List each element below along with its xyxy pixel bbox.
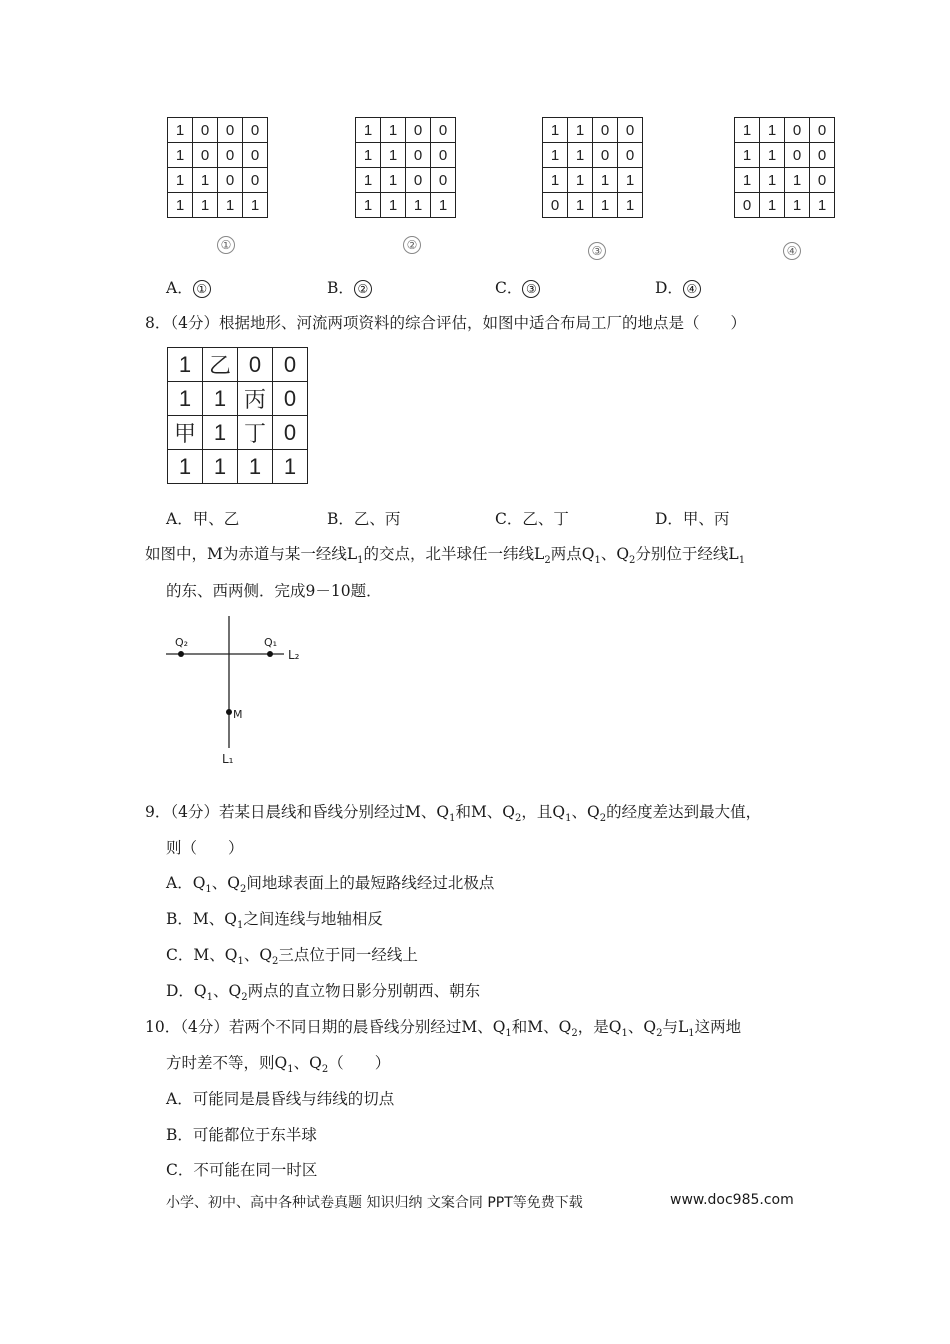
grid-cell: 0 xyxy=(618,143,643,168)
grid-cell: 1 xyxy=(356,193,381,218)
q8-grid-cell: 0 xyxy=(273,382,308,416)
q9-stem-line-2: 则（ ） xyxy=(166,839,244,857)
grid-row xyxy=(735,168,835,193)
grid-cell: 1 xyxy=(760,143,785,168)
grid-cell: 1 xyxy=(593,193,618,218)
q8-option-d[interactable]: D．甲、丙 xyxy=(655,510,730,528)
grid-cell: 1 xyxy=(356,168,381,193)
grid-cell: 0 xyxy=(810,118,835,143)
q10-option-c[interactable]: C．不可能在同一时区 xyxy=(166,1161,318,1179)
q10-stem-line-1: 10．（4分）若两个不同日期的晨昏线分别经过M、$Q_1$和M、$Q_2$，是$Q_1$、$Q_2$与$L_1$这两地 xyxy=(145,1018,742,1040)
grid-cell: 1 xyxy=(168,143,193,168)
q8-grid-cell: 1 xyxy=(238,450,273,484)
grid-cell: 1 xyxy=(431,193,456,218)
grid-label-4: ④ xyxy=(783,242,801,260)
grid-cell: 1 xyxy=(381,143,406,168)
grid-label-3: ③ xyxy=(588,242,606,260)
grid-cell: 1 xyxy=(193,168,218,193)
q8-grid-cell: 丙 xyxy=(238,382,273,416)
q7-option-a[interactable]: A． ① xyxy=(166,278,211,298)
grid-cell: 1 xyxy=(168,118,193,143)
grid-cell: 0 xyxy=(593,143,618,168)
q10-stem-line-2: 方时差不等，则$Q_1$、$Q_2$（ ） xyxy=(166,1054,391,1076)
grid-cell: 1 xyxy=(785,193,810,218)
q8-grid-cell: 1 xyxy=(168,382,203,416)
grid-3 xyxy=(542,117,643,218)
grid-cell: 1 xyxy=(543,168,568,193)
grid-1 xyxy=(167,117,268,218)
q8-grid-cell: 1 xyxy=(203,382,238,416)
grid-cell: 1 xyxy=(618,193,643,218)
q10-option-b[interactable]: B．可能都位于东半球 xyxy=(166,1126,317,1144)
grid-row xyxy=(168,193,268,218)
grid-cell: 1 xyxy=(381,168,406,193)
grid-cell: 0 xyxy=(735,193,760,218)
q8-grid-cell: 1 xyxy=(203,416,238,450)
q8-grid-cell: 丁 xyxy=(238,416,273,450)
grid-row xyxy=(735,143,835,168)
grid-cell: 1 xyxy=(593,168,618,193)
q8-grid-row xyxy=(168,416,308,450)
footer-text: 小学、初中、高中各种试卷真题 知识归纳 文案合同 PPT等免费下载 xyxy=(166,1195,583,1211)
grid-cell: 0 xyxy=(406,143,431,168)
q9-option-a[interactable]: A．$Q_1$、$Q_2$间地球表面上的最短路线经过北极点 xyxy=(166,874,495,896)
grid-label-1: ① xyxy=(217,236,235,254)
q8-grid-row xyxy=(168,450,308,484)
grid-cell: 1 xyxy=(568,118,593,143)
grid-cell: 1 xyxy=(785,168,810,193)
grid-cell: 0 xyxy=(810,168,835,193)
grid-cell: 1 xyxy=(356,143,381,168)
q7-option-b[interactable]: B． ② xyxy=(327,278,372,298)
grid-cell: 0 xyxy=(243,118,268,143)
q8-option-a[interactable]: A．甲、乙 xyxy=(166,510,240,528)
grid-cell: 1 xyxy=(568,168,593,193)
grid-cell: 0 xyxy=(406,168,431,193)
footer-link[interactable]: www.doc985.com xyxy=(670,1192,794,1208)
grid-cell: 0 xyxy=(785,118,810,143)
grid-cell: 1 xyxy=(568,143,593,168)
label-l1: L₁ xyxy=(222,752,234,766)
grid-row xyxy=(168,118,268,143)
meridian-figure xyxy=(160,612,320,772)
grid-row xyxy=(356,143,456,168)
q8-option-c[interactable]: C．乙、丁 xyxy=(495,510,569,528)
grid-cell: 0 xyxy=(593,118,618,143)
q9-stem-line-1: 9．（4分）若某日晨线和昏线分别经过M、$Q_1$和M、$Q_2$，且$Q_1$、$Q_2$的经度差达到最大值， xyxy=(145,803,762,825)
q8-grid-cell: 1 xyxy=(168,450,203,484)
grid-row xyxy=(543,168,643,193)
label-m: M xyxy=(233,708,243,721)
grid-cell: 1 xyxy=(618,168,643,193)
point-q2 xyxy=(178,651,184,657)
q8-grid-cell: 0 xyxy=(273,416,308,450)
grid-cell: 1 xyxy=(168,168,193,193)
grid-cell: 1 xyxy=(381,118,406,143)
q8-grid-cell: 乙 xyxy=(203,348,238,382)
grid-row xyxy=(356,168,456,193)
grid-cell: 1 xyxy=(543,143,568,168)
grid-row xyxy=(168,143,268,168)
intro-line-2: 的东、西两侧．完成9－10题． xyxy=(166,582,382,600)
label-l2: L₂ xyxy=(288,648,300,662)
grid-cell: 1 xyxy=(243,193,268,218)
point-q1 xyxy=(267,651,273,657)
point-m xyxy=(226,709,232,715)
grid-cell: 0 xyxy=(431,168,456,193)
grid-cell: 0 xyxy=(543,193,568,218)
grid-cell: 1 xyxy=(735,143,760,168)
grid-label-2: ② xyxy=(403,236,421,254)
intro-line-1: 如图中，M为赤道与某一经线$L_1$的交点，北半球任一纬线$L_2$两点$Q_1$、$Q_2$分别位于经线$L_1$ xyxy=(145,545,746,567)
grid-cell: 1 xyxy=(218,193,243,218)
q8-grid-cell: 0 xyxy=(238,348,273,382)
label-q1: Q₁ xyxy=(264,636,278,649)
grid-cell: 1 xyxy=(760,168,785,193)
grid-cell: 0 xyxy=(618,118,643,143)
grid-row xyxy=(168,168,268,193)
grid-cell: 1 xyxy=(810,193,835,218)
grid-cell: 0 xyxy=(193,118,218,143)
grid-cell: 0 xyxy=(218,168,243,193)
grid-cell: 0 xyxy=(810,143,835,168)
grid-row xyxy=(735,193,835,218)
grid-cell: 1 xyxy=(168,193,193,218)
grid-cell: 1 xyxy=(735,118,760,143)
grid-row xyxy=(543,143,643,168)
q9-option-d[interactable]: D．$Q_1$、$Q_2$两点的直立物日影分别朝西、朝东 xyxy=(166,982,481,1004)
grid-cell: 0 xyxy=(431,143,456,168)
q8-grid-cell: 0 xyxy=(273,348,308,382)
grid-cell: 1 xyxy=(406,193,431,218)
q9-option-c[interactable]: C．M、$Q_1$、$Q_2$三点位于同一经线上 xyxy=(166,946,418,968)
q7-option-c[interactable]: C． ③ xyxy=(495,278,540,298)
grid-cell: 1 xyxy=(568,193,593,218)
q8-grid-cell: 1 xyxy=(168,348,203,382)
grid-row xyxy=(543,193,643,218)
grid-row xyxy=(735,118,835,143)
q10-option-a[interactable]: A．可能同是晨昏线与纬线的切点 xyxy=(166,1090,395,1108)
grid-cell: 0 xyxy=(218,118,243,143)
grid-row xyxy=(356,118,456,143)
grid-cell: 0 xyxy=(785,143,810,168)
grid-cell: 1 xyxy=(543,118,568,143)
q8-stem: 8．（4分）根据地形、河流两项资料的综合评估，如图中适合布局工厂的地点是（ ） xyxy=(145,314,746,332)
q8-grid-row xyxy=(168,348,308,382)
q8-option-b[interactable]: B．乙、丙 xyxy=(327,510,401,528)
q8-grid-cell: 甲 xyxy=(168,416,203,450)
grid-4 xyxy=(734,117,835,218)
grid-cell: 0 xyxy=(243,168,268,193)
grid-cell: 1 xyxy=(193,193,218,218)
q8-grid-cell: 1 xyxy=(203,450,238,484)
grid-row xyxy=(543,118,643,143)
q8-grid xyxy=(167,347,308,484)
grid-cell: 0 xyxy=(193,143,218,168)
label-q2: Q₂ xyxy=(175,636,189,649)
grid-cell: 0 xyxy=(406,118,431,143)
grid-2 xyxy=(355,117,456,218)
grid-cell: 0 xyxy=(431,118,456,143)
q8-grid-cell: 1 xyxy=(273,450,308,484)
grid-cell: 1 xyxy=(356,118,381,143)
q9-option-b[interactable]: B．M、$Q_1$之间连线与地轴相反 xyxy=(166,910,383,932)
grid-cell: 1 xyxy=(381,193,406,218)
grid-cell: 1 xyxy=(760,118,785,143)
grid-cell: 1 xyxy=(735,168,760,193)
q7-option-d[interactable]: D． ④ xyxy=(655,278,701,298)
grid-row xyxy=(356,193,456,218)
grid-cell: 0 xyxy=(243,143,268,168)
grid-cell: 0 xyxy=(218,143,243,168)
q8-grid-row xyxy=(168,382,308,416)
grid-cell: 1 xyxy=(760,193,785,218)
